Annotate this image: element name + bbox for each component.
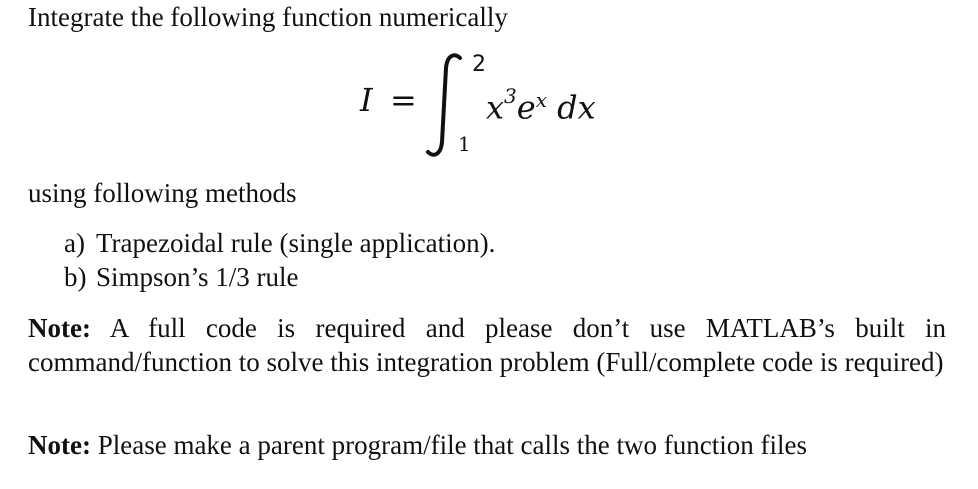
list-item-text: Simpson’s 1/3 rule — [96, 262, 299, 292]
integral-equation — [0, 0, 978, 170]
list-item — [64, 260, 299, 294]
note-paragraph — [28, 428, 946, 462]
integrand-e: e — [516, 88, 536, 127]
integrand-base: x — [486, 88, 505, 127]
integrand-exponent: 3 — [504, 84, 517, 108]
list-item-text: Trapezoidal rule (single application). — [96, 228, 496, 258]
note-label: Note: — [28, 430, 91, 460]
list-item — [64, 226, 495, 260]
lower-limit: 1 — [458, 132, 471, 156]
note-text: A full code is required and please don’t use MATLAB’s built in command/function to solve this integration problem (Full/complete code is required) — [28, 313, 946, 377]
integrand-e-exponent: x — [535, 87, 547, 112]
note-paragraph — [28, 311, 946, 379]
list-marker: a) — [64, 228, 85, 258]
equation-lhs: I — [360, 81, 373, 119]
note-label: Note: — [28, 313, 91, 343]
methods-intro: using following methods — [28, 178, 297, 208]
equation-equals: = — [390, 81, 417, 119]
integrand — [486, 80, 596, 132]
note-text: Please make a parent program/file that calls the two function files — [90, 430, 807, 460]
intro-text: Integrate the following function numerically — [28, 2, 508, 32]
differential: dx — [557, 88, 596, 127]
list-marker: b) — [64, 262, 87, 292]
upper-limit: 2 — [472, 52, 486, 77]
